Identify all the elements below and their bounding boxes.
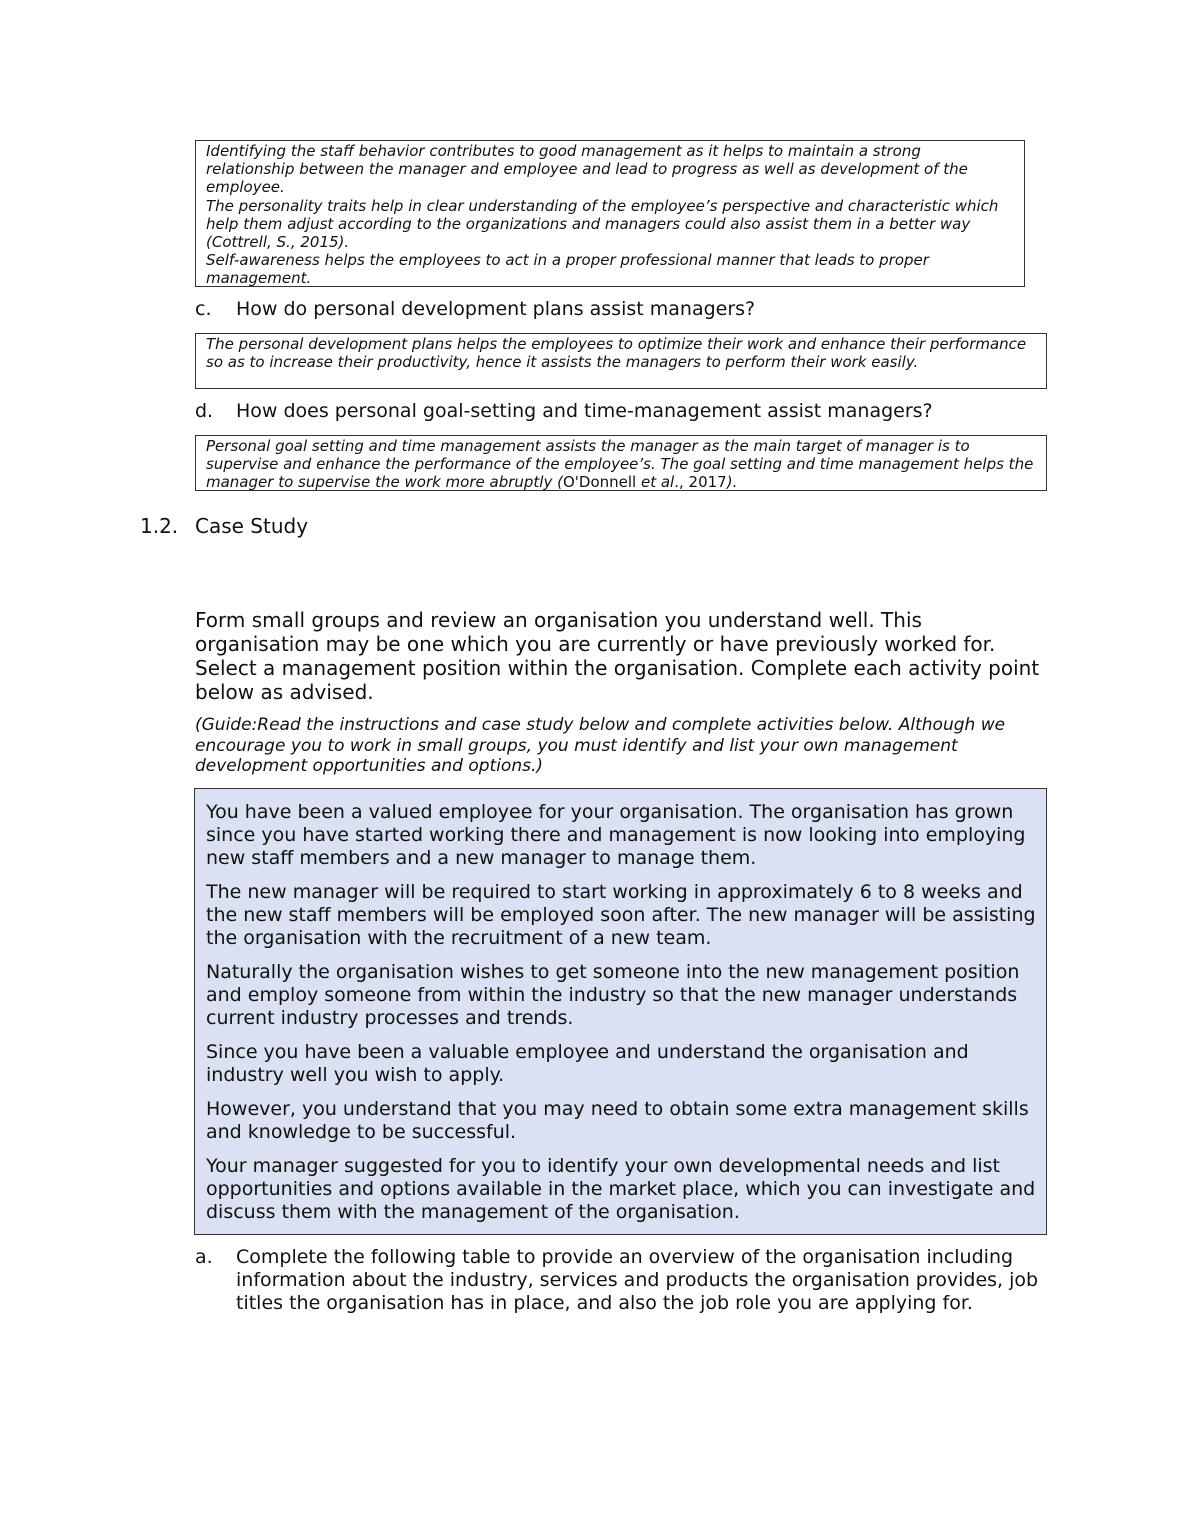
question-c-text: How do personal development plans assist managers? xyxy=(236,298,756,320)
answer-d-text xyxy=(206,437,1036,492)
question-a-label: a. xyxy=(195,1246,213,1268)
answer-d-citation xyxy=(563,473,727,491)
section-title: Case Study xyxy=(195,514,309,538)
citation-et-al: et al xyxy=(640,473,675,492)
intro-paragraph: Form small groups and review an organisation you understand well. This organisation may be one which you are currently or have previously worked for. Select a management position within the organisation. Complete each activity point below as advised. xyxy=(195,608,1040,704)
answer-b-paragraph-1: Identifying the staff behavior contributes to good management as it helps to maintain a strong relationship between the manager and employee and lead to progress as well as development of the employee. xyxy=(206,142,968,197)
case-study-box xyxy=(194,788,1047,1235)
case-study-paragraph-1: You have been a valued employee for your organisation. The organisation has grown since you have started working there and management is now looking into employing new staff members and a new manager to manage them. xyxy=(206,801,1026,869)
section-number: 1.2. xyxy=(140,514,179,538)
case-study-paragraph-3: Naturally the organisation wishes to get someone into the new management position and employ someone from within the industry so that the new manager understands current industry processes and trends. xyxy=(206,961,1020,1029)
answer-c-text: The personal development plans helps the employees to optimize their work and enhance their performance so as to increase their productivity, hence it assists the managers to perform their work easily. xyxy=(206,335,1027,372)
case-study-paragraph-6: Your manager suggested for you to identify your own developmental needs and list opportunities and options available in the market place, which you can investigate and discuss them with the management of the organisation. xyxy=(206,1155,1036,1223)
question-d xyxy=(195,399,1045,425)
answer-b-paragraph-3: Self-awareness helps the employees to act in a proper professional manner that leads to proper management. xyxy=(206,251,929,288)
answer-d-close: ). xyxy=(726,473,738,492)
question-d-text: How does personal goal-setting and time-management assist managers? xyxy=(236,400,933,422)
guide-paragraph: (Guide:Read the instructions and case study below and complete activities below. Although we encourage you to work in small groups, you must identify and list your own management development opportunities and options.) xyxy=(195,715,1006,776)
citation-year: ., 2017 xyxy=(674,473,727,492)
case-study-paragraph-5: However, you understand that you may need to obtain some extra management skills and knowledge to be successful. xyxy=(206,1098,1029,1143)
answer-box-d xyxy=(195,435,1047,491)
question-c-label: c. xyxy=(195,298,212,320)
answer-box-b xyxy=(195,140,1025,287)
answer-b-paragraph-2: The personality traits help in clear understanding of the employee’s perspective and characteristic which help them adjust according to the organizations and managers could also assist them in a better way (Cottrell, S., 2015). xyxy=(206,196,999,252)
case-study-paragraph-2: The new manager will be required to start working in approximately 6 to 8 weeks and the new staff members will be employed soon after. The new manager will be assisting the organisation with the recruitment of a new team. xyxy=(206,881,1036,949)
case-study-paragraph-4: Since you have been a valuable employee and understand the organisation and industry well you wish to apply. xyxy=(206,1041,969,1086)
citation-author: O'Donnell xyxy=(562,473,641,492)
question-a-text: Complete the following table to provide an overview of the organisation including information about the industry, services and products the organisation provides, job titles the organisation has in place, and also the job role you are applying for. xyxy=(236,1246,1039,1314)
answer-box-c xyxy=(195,333,1047,389)
question-d-label: d. xyxy=(195,400,214,422)
question-c xyxy=(195,297,1045,323)
answer-d-body: Personal goal setting and time management assists the manager as the main target of manager is to supervise and enhance the performance of the employee’s. The goal setting and time management helps the manager to supervise the work more abruptly ( xyxy=(206,437,1034,492)
